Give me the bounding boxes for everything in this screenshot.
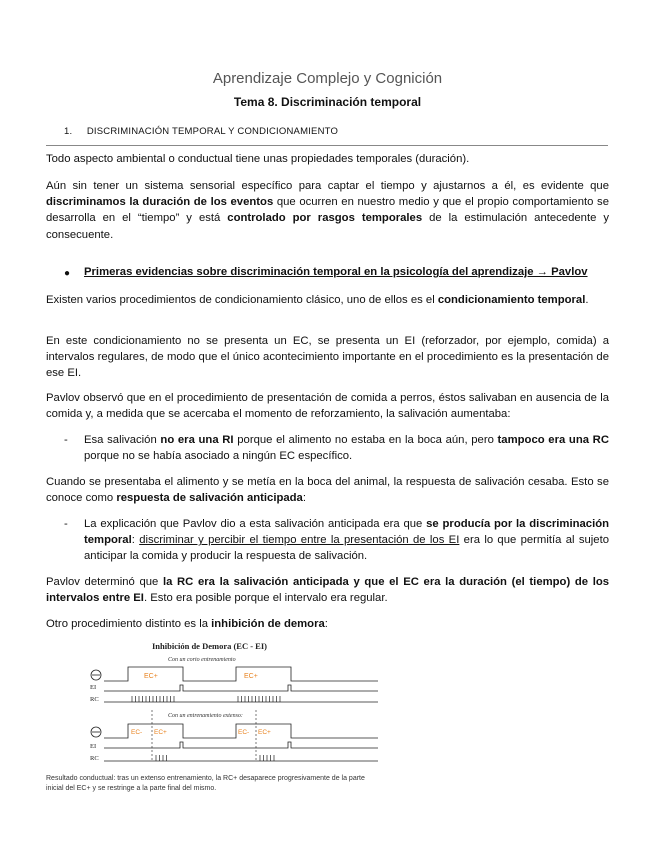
- text-run: .: [585, 294, 589, 306]
- bold-run: discriminamos la duración de los eventos: [46, 196, 274, 209]
- text-run: era lo que permitía al sujeto anticipar la comida y producir la respuesta de salivación.: [84, 534, 610, 563]
- bold-run: se producía por la discriminación temporal: [84, 518, 610, 547]
- text-run: :: [131, 534, 140, 547]
- figure-subtitle-short: Con un corto entrenamiento: [168, 657, 236, 663]
- bold-run: condicionamiento temporal: [437, 294, 586, 306]
- text-run: de la estimulación antecedente y consecuente.: [46, 212, 609, 241]
- text-run: que ocurren en nuestro medio y que el propio comportamiento se desarrolla en el “tiempo” y está: [46, 196, 609, 225]
- paragraph-1: Todo aspecto ambiental o conductual tiene unas propiedades temporales (duración).: [46, 153, 470, 165]
- section-heading: [64, 126, 338, 137]
- bold-run: respuesta de salivación anticipada: [116, 492, 303, 505]
- ec-plus-label: EC+: [154, 729, 167, 736]
- ei-timeline-bottom: [104, 742, 378, 748]
- paragraph-3: [46, 292, 609, 308]
- dash-bullet: -: [64, 434, 68, 446]
- section-title: DISCRIMINACIÓN TEMPORAL Y CONDICIONAMIENTO: [86, 126, 339, 137]
- dash-item-1: [84, 432, 609, 464]
- text-run: :: [302, 492, 306, 505]
- caption-line: Resultado conductual: tras un extenso entrenamiento, la RC+ desaparece progresivamente de la parte: [46, 775, 365, 782]
- ec-plus-label: EC+: [258, 729, 271, 736]
- bold-run: la RC era la salivación anticipada y que el EC era la duración (el tiempo) de los intervalos entre EI: [46, 576, 610, 605]
- figure-title: Inhibición de Demora (EC - EI): [152, 641, 267, 651]
- text-run: Esa salivación: [84, 434, 161, 446]
- paragraph-5: Pavlov observó que en el procedimiento de presentación de comida a perros, éstos salivaban en ausencia de la comida y, a medida que se acercaba el momento de reforzamiento, la salivación aumentaba:: [46, 392, 609, 421]
- ec-minus-label: EC-: [238, 729, 250, 736]
- dash-bullet: -: [64, 518, 68, 530]
- text-run: . Esto era posible porque el intervalo era regular.: [143, 592, 388, 605]
- figure-caption: [46, 774, 416, 794]
- text-run: :: [324, 618, 328, 630]
- bold-run: inhibición de demora: [211, 618, 325, 630]
- text-run: Cuando se presentaba el alimento y se metía en la boca del animal, la respuesta de salivación cesaba. Esto se conoce como: [46, 476, 609, 505]
- figure-subtitle-long: Con un entrenamiento extenso:: [168, 713, 243, 719]
- underlined-run: discriminar y percibir el tiempo entre la presentación de los EI: [139, 534, 460, 547]
- caption-line: inicial del EC+ y se restringe a la parte final del mismo.: [46, 785, 217, 792]
- section-divider: [46, 145, 608, 146]
- text-run: porque no se había asociado a ningún EC específico.: [84, 450, 353, 463]
- rc-label: RC: [90, 696, 99, 703]
- text-run: La explicación que Pavlov dio a esta salivación anticipada era que: [84, 518, 427, 530]
- ei-timeline-top: [104, 685, 378, 691]
- text-run: Otro procedimiento distinto es la: [46, 618, 212, 630]
- paragraph-6: [46, 474, 609, 506]
- bold-run: controlado por rasgos temporales: [227, 212, 423, 225]
- ec-plus-label: EC+: [144, 673, 158, 680]
- paragraph-2: [46, 178, 609, 243]
- topic-title: Tema 8. Discriminación temporal: [233, 95, 422, 109]
- text-run: Aún sin tener un sistema sensorial específico para captar el tiempo y ajustarnos a él, es evidente que: [46, 180, 609, 192]
- text-run: Pavlov determinó que: [46, 576, 163, 588]
- bullet-heading: Primeras evidencias sobre discriminación temporal en la psicología del aprendizaje → Pavlov: [84, 266, 588, 278]
- course-title: Aprendizaje Complejo y Cognición: [212, 70, 443, 87]
- rc-label: RC: [90, 755, 99, 762]
- text-run: porque el alimento no estaba en la boca aún, pero: [233, 434, 498, 446]
- section-number: 1.: [64, 126, 73, 137]
- ec-minus-label: EC-: [131, 729, 143, 736]
- ei-label: EI: [90, 743, 97, 750]
- paragraph-4: En este condicionamiento no se presenta un EC, se presenta un EI (reforzador, por ejemplo, comida) a intervalos regulares, de modo que el único acontecimiento importante en el procedimiento es la presentación de ese EI.: [46, 335, 609, 380]
- dash-item-2: [84, 516, 609, 565]
- ec-plus-label: EC+: [244, 673, 258, 680]
- rc-ticks-top: [132, 696, 280, 702]
- delay-inhibition-figure: [88, 638, 388, 770]
- ei-label: EI: [90, 684, 97, 691]
- bullet-icon: ●: [64, 268, 71, 279]
- text-run: Existen varios procedimientos de condicionamiento clásico, uno de ellos es el: [46, 294, 438, 306]
- bold-run: no era una RI: [160, 434, 234, 446]
- paragraph-7: [46, 574, 609, 606]
- bold-run: tampoco era una RC: [497, 434, 609, 446]
- paragraph-8: [46, 616, 609, 632]
